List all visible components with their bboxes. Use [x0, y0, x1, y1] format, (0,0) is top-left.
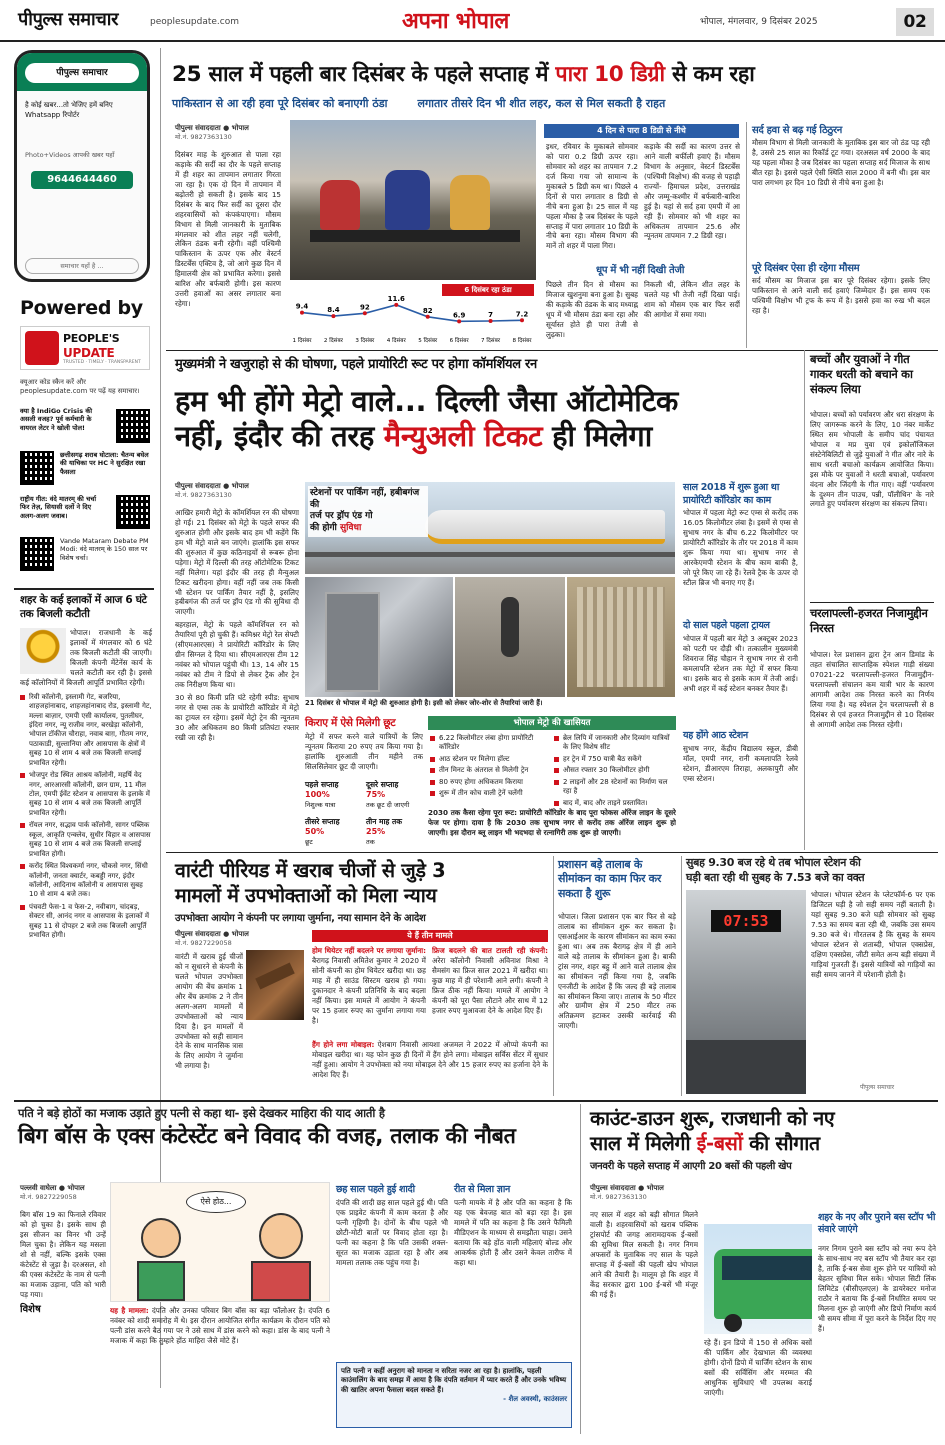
power-cut-headline: शहर के कई इलाकों में आज 6 घंटे तक बिजली कटौती	[20, 594, 147, 620]
power-item: करोंद स्थित विश्वकर्मा नगर, चौकसे नगर, सिंधी कॉलोनी, जनता क्वार्टर, कबड्डी नगर, इंदौर कॉलोनी, आदिनाथ कॉलोनी व आसपास सुबह 10 से शाम 4 बजे तक।	[20, 862, 152, 900]
lead-headline: 25 साल में पहली बार दिसंबर के पहले सप्ताह में पारा 10 डिग्री से कम रहा	[172, 62, 755, 87]
temperature-value-label: 9.4	[295, 302, 309, 311]
ebus-strap: जनवरी के पहले सप्ताह में आएगी 20 बसों की पहली खेप	[590, 1161, 792, 1172]
power-item: रॉयल नगर, सद्भाव पार्क कॉलोनी, सागर पब्लिक स्कूल, आकृति एन्क्लेव, सुधीर विहार व आसपास सुबह 10 से शाम 4 बजे तक बिजली सप्लाई प्रभावित होगी।	[20, 821, 152, 859]
ebus-body-b: रहे हैं। इन डिपो में 150 से अधिक बसों की पार्किंग और देखभाल की व्यवस्था होगी। दोनों डिपो में चार्जिंग स्टेशन के साथ बसों की सर्विसिंग और मरम्मत की आधुनिक सुविधाएं भी उपलब्ध कराई जाएंगी।	[704, 1338, 812, 1397]
lead-sun-body-b: निकली थी, लेकिन शीत लहर के चलते यह भी तेजी नहीं दिखा पाई। शाम को मौसम एक बार फिर सर्दी की आगोश में समा गया।	[644, 280, 740, 319]
subhead-sunlight: धूप में भी नहीं दिखी तेजी	[596, 265, 685, 276]
temperature-value-label: 7	[488, 311, 494, 319]
x-tick-label: 6 दिसंबर	[449, 338, 469, 344]
counselor-quote: पति पत्नी न कहीं अनुराग को मानता न सरिता नजर आ रहा है। हालांकि, पहली काउंसलिंग के बाद समझ में आया है कि दंपति वर्तमान में प्यार करते हैं और उनके भविष्य की खातिर अपना फैसला बदल सकते हैं। - शैल अवस्थी, काउंसलर	[336, 1362, 572, 1428]
metro-kicker: मुख्यमंत्री ने खजुराहो से की घोषणा, पहले प्रायोरिटी रूट पर होगा कॉमर्शियल रन	[175, 357, 537, 372]
consumer-byline: पीपुल्स संवाददाता ● भोपाल मो.नं. 9827229058	[175, 930, 249, 948]
train-head: चरलापल्ली-हजरत निजामुद्दीन निरस्त	[810, 606, 928, 635]
power-item: रिवी कॉलोनी, इस्लामी गेट, बजरिया, शाहजहांनाबाद, शाहजहांनाबाद रोड, इस्लामी गेट, मल्ला बाज़ार, एमपी एसी कार्यालय, पुतलीघर, इंदिरा नगर, न्यू राजीव नगर, बरखेड़ा कॉलोनी, भोपाल टॉकीज चौराहा, नवाब बाग़, गौतम नगर, पठाकाडी, सुल्तानिया और आसपास के क्षेत्रों में सुबह 10 से शाम 4 बजे तक बिजली सप्लाई प्रभावित रहेगी।	[20, 693, 152, 769]
side-head-chill: सर्द हवा से बढ़ गई ठिठुरन	[752, 125, 843, 136]
gavel-photo	[246, 950, 304, 1020]
bigboss-intro: बिग बॉस 19 का फिनाले रविवार को हो चुका है। इसके साथ ही इस सीजन का विनर भी उन्हें मिल चुका है। लेकिन यह मसला शो से नहीं, बल्कि इसके एक्स कंटेस्टेंट से जुड़ा है। दरअसल, शो की एक्स कंटेस्टेंट के नाम से पत्नी का मजाक उड़ाना, पति को भारी पड़ गया। विशेष	[20, 1210, 106, 1316]
side-body-chill: मौसम विभाग से मिली जानकारी के मुताबिक इस बार जो ठंड पड़ रही है, उससे 25 साल का रिकॉर्ड टूट गया। दरअसल वर्ष 2000 के बाद यह पहला मौका है जब दिसंबर का पहला सप्ताह सर्द मिजाज के साथ बीत रहा है। इससे पहले ऐसी स्थिति साल 2000 में बनी थी। इस बार पारा लगभग हर दिन 10 डिग्री से नीचे बना हुआ है।	[752, 138, 930, 187]
features-head: भोपाल मेट्रो की खासियत	[428, 716, 676, 730]
married-head: छह साल पहले हुई शादी	[336, 1184, 415, 1195]
phone-prompt: है कोई खबर...तो भेजिए हमें बनिए Whatsapp रिपोर्टर	[25, 101, 113, 119]
x-tick-label: 2 दिसंबर	[323, 338, 343, 344]
temperature-point	[426, 315, 430, 319]
x-tick-label: 4 दिसंबर	[386, 338, 406, 344]
bigboss-headline: बिग बॉस के एक्स कंटेस्टेंट बने विवाद की वजह, तलाक की नौबत	[18, 1124, 516, 1149]
metro-photo-caption: 21 दिसंबर से भोपाल में मेट्रो की शुरुआत होगी है। इसी को लेकर जोर-शोर से तैयारियां जारी हैं।	[305, 699, 543, 707]
metro-worker-photo	[455, 577, 565, 697]
bigboss-kicker: पति ने बड़े होठों का मजाक उड़ाते हुए पत्नी से कहा था- इसे देखकर माहिरा की याद आती है	[18, 1106, 385, 1120]
metro-station-photo	[567, 577, 675, 697]
whatsapp-number[interactable]: 9644644460	[31, 171, 133, 189]
temperature-value-label: 6.9	[452, 311, 466, 320]
fare-tier: दूसरे सप्ताह 75% तक छूट दी जाएगी	[366, 780, 410, 809]
side-body-december: सर्द मौसम का मिजाज इस बार पूरे दिसंबर रहेगा। इसके लिए पाकिस्तान से आने वाली सर्द हवाएं जिम्मेदार हैं। इस समय एक पश्चिमी विक्षोभ भी ट्रफ के रूप में है। इससे हवा का रुख भी बदल रहा है।	[752, 276, 930, 315]
temperature-value-label: 92	[359, 303, 370, 312]
temperature-point	[489, 319, 493, 323]
power-item: पंचवटी फेस-1 व फेस-2, नवीबाग, चांदबड़, सेक्टर सी, आनंद नगर व आसपास के इलाकों में सुबह 11 से दोपहर 2 बजे तक बिजली आपूर्ति प्रभावित होगी।	[20, 903, 152, 941]
ebus-headline: काउंट-डाउन शुरू, राजधानी को नए साल में मिलेगी ई-बसों की सौगात	[590, 1107, 835, 1156]
ebus-side-head: शहर के नए और पुराने बस स्टॉप भी संवारे जाएंगे	[818, 1212, 936, 1236]
dateline: भोपाल, मंगलवार, 9 दिसंबर 2025	[700, 17, 818, 27]
bigboss-case: यह है मामला: दंपति और उनका परिवार बिग बॉस का बड़ा फॉलोअर है। दंपति 6 नवंबर को शादी समारोह में थे। इस दौरान आयोजित संगीत कार्यक्रम के दौरान पति को पत्नी डांस करने बैठ गया पर ने उसे साथ में डांस करने को कहा। डांस के बाद पत्नी ने मजाक में कहा कि तुम्हारे होंठ माहिरा जैसे मोटे हैं।	[110, 1306, 330, 1345]
case-3: हैंग होने लगा मोबाइल: ऐशबाग निवासी आयशा अजमल ने 2022 में ओप्पो कंपनी का मोबाइल खरीदा था। यह फोन कुछ ही दिनों में हैंग होने लगा। मोबाइल सर्विस सेंटर में सुधार नहीं हुआ। आयोग ने उपभोक्ता को नया मोबाइल देने और 15 हजार रुपए का हर्जाना देने के आदेश दिए हैं।	[312, 1040, 548, 1079]
train-body: भोपाल। रेल प्रशासन द्वारा ट्रेन आन डिमांड के तहत संचालित साप्ताहिक स्पेशल गाड़ी संख्या 07021-22 चरलापल्ली-हजरत निजामुद्दीन-चरलापल्ली संचालन कम यात्री भार के कारण आगामी आदेश तक निरस्त करने का निर्णय लिया गया है। यह स्पेशल ट्रेन चरलापल्ली से 8 दिसंबर से एवं हजरत निजामुद्दीन से 10 दिसंबर से आगामी आदेश तक निरस्त रहेगी।	[810, 650, 934, 729]
consumer-headline: वारंटी पीरियड में खराब चीजों से जुड़े 3 मामलों में उपभोक्ताओं को मिला न्याय	[175, 859, 446, 908]
page-header	[0, 0, 945, 42]
temperature-point	[300, 311, 304, 315]
power-cut-story: भोपाल। राजधानी के कई इलाकों में मंगलवार को 6 घंटे तक बिजली कटौती की जाएगी। बिजली कंपनी मेंटेनेंस कार्य के चलते कटौती कर रही है। इससे कई कॉलोनियों में बिजली आपूर्ति प्रभावित रहेगी। रिवी कॉलोनी, इस्लामी गेट, बजरिया, शाहजहांनाबाद, शाहजहांनाबाद रोड, इस्लामी गेट, मल्ला बाज़ार, एमपी एसी कार्यालय, पुतलीघर, इंदिरा नगर, न्यू राजीव नगर, बरखेड़ा कॉलोनी, भोपाल टॉकीज चौराहा, नवाब बाग़, गौतम नगर, पठाकाडी, सुल्तानिया और आसपास के क्षेत्रों में सुबह 10 से शाम 4 बजे तक बिजली सप्लाई प्रभावित रहेगी। भोजपुर रोड स्थित आश्रय कॉलोनी, महर्षि वेद नगर, आरआरसी कॉलोनी, छान ग्राम, 11 मील टोल, एमपी ईवेंट स्टेशन व आसपास के इलाके में सुबह 10 से शाम 4 बजे तक बिजली आपूर्ति प्रभावित रहेगी। रॉयल नगर, सद्भाव पार्क कॉलोनी, सागर पब्लिक स्कूल, आकृति एन्क्लेव, सुधीर विहार व आसपास सुबह 10 से शाम 4 बजे तक बिजली सप्लाई प्रभावित होगी। करोंद स्थित विश्वकर्मा नगर, चौकसे नगर, सिंधी कॉलोनी, जनता क्वार्टर, कबड्डी नगर, इंदौर कॉलोनी, आदिनाथ कॉलोनी व आसपास सुबह 10 से शाम 4 बजे तक। पंचवटी फेस-1 व फेस-2, नवीबाग, चांदबड़, सेक्टर सी, आनंद नगर व आसपास के इलाकों में सुबह 11 से दोपहर 2 बजे तक बिजली आपूर्ति प्रभावित होगी।	[20, 628, 152, 940]
metro-photo-overlay: स्टेशनों पर पार्किंग नहीं, हबीबगंज की तर्ज पर ड्रॉप एंड गो की होगी सुविधा	[308, 486, 428, 537]
consumer-strap: उपभोक्ता आयोग ने कंपनी पर लगाया जुर्माना, नया सामान देने के आदेश	[175, 913, 426, 924]
fare-head: किराए में ऐसे मिलेगी छूट	[305, 717, 396, 729]
stations-body: सुभाष नगर, केंद्रीय विद्यालय स्कूल, डीबी मॉल, एमपी नगर, रानी कमलापति रेलवे स्टेशन, डीआरएम तिराहा, अलकापुरी और एम्स स्टेशन।	[683, 744, 798, 783]
fare-body: मेट्रो में सफर करने वाले यात्रियों के लिए न्यूनतम किराया 20 रुपए तय किया गया है। हालांकि शुरुआती तीन महीने तक सिलसिलेवार छूट दी जाएगी।	[305, 732, 423, 771]
features-foot: 2030 तक कैसा रहेगा पूरा रूट: प्रायोरिटी कॉरिडोर के बाद पूरा फोकस ऑरेंज लाइन के दूसरे फेज पर होगा। दावा है कि 2030 तक सुभाष नगर से करोंद तक ऑरेंज लाइन शुरू हो जाएगी। इस दौरान ब्लू लाइन भी भदभदा से रत्नागिरी तक शुरू हो जाएगी।	[428, 808, 676, 837]
website[interactable]: peoplesupdate.com	[150, 17, 239, 27]
scan-instruction: क्यूआर कोड स्कैन करें और peoplesupdate.com पर पढ़ें यह समाचार।	[20, 378, 140, 395]
fare-tiers	[305, 780, 425, 852]
metro-side-head2: दो साल पहले पहला ट्रायल	[683, 620, 770, 631]
youth-body: भोपाल। बच्चों को पर्यावरण और धरा संरक्षण के लिए जागरूक करने के लिए, 10 नंबर मार्केट स्थित सम भोपाली के समीप चांद पंचायत भोपाल व मप्र युवा एवं इकोलॉजिकल संस्टेनेबिलिटी से जुड़े युवाओं ने गीत और नारे के साथ धरती बचाओ कार्यक्रम आयोजित किया। इस मौके पर युवाओं ने धरती बचाओ, पर्यावरण वंदना और जिंदगी के गीत गाए। वहीं 'पर्यावरण के दुश्मन तीन पाउच, पन्नी, पॉलीथिन' के नारे लगाते हुए पर्यावरण संरक्षण का संकल्प लिया।	[810, 410, 934, 509]
temperature-point	[457, 319, 461, 323]
phone-input-bar: समाचार यहाँ है ...	[25, 258, 139, 274]
page-number: 02	[896, 8, 934, 36]
bigboss-byline: पल्लवी वाघेला ● भोपाल मो.नं. 9827229058	[20, 1184, 85, 1202]
powered-by: Powered by	[20, 297, 143, 319]
subhead-4days: 4 दिन से पारा 8 डिग्री से नीचे	[544, 124, 739, 138]
lead-4days-body-b: कड़ाके की सर्दी का कारण उत्तर से आने वाली बर्फीली हवाएं हैं। मौसम विभाग के अनुसार, वेस्टर्न डिस्टर्बेंस (पश्चिमी विक्षोभ) की वजह से पहाड़ी राज्यों- हिमाचल प्रदेश, उत्तराखंड और जम्मू-कश्मीर में बर्फबारी-बारिश हुई है। यहां से सर्द हवा एमपी में आ रही हैं। सोमवार को भी शहर का अधिकतम तापमान 25.6 और न्यूनतम तापमान 7.2 डिग्री रहा।	[644, 142, 740, 241]
features-left: 6.22 किलोमीटर लंबा होगा प्रायोरिटी कॉरिडोर आठ स्टेशन पर मिलेगा हॉल्ट तीन मिनट के अंतराल से मिलेगी ट्रेन 80 रुपए होगा अधिकतम किराया शुरू में तीन कोच वाली ट्रेनें चलेंगी	[430, 734, 548, 799]
ebus-byline: पीपुल्स संवाददाता ● भोपाल मो.नं. 9827363130	[590, 1184, 664, 1202]
metro-body: आखिर हमारी मेट्रो के कॉमर्शियल रन की घोषणा हो गई। 21 दिसंबर को मेट्रो के पहले सफर की शुरुआत होगी और इसके बाद हम भी कहेंगे कि हम भी मेट्रो वाले बन जाएंगे। हालांकि इस सफर की शुरुआत में कुछ कठिनाइयों से रूबरू होना पड़ेगा। मेट्रो में दिल्ली की तरह ऑटोमेटिक टिकट नहीं मिलेगा। यहां इंदौर की तरह ही मैन्युअल टिकट खरीदना होगा। वहीं नहीं जब तक किसी भी स्टेशन पर पार्किंग तैयार नहीं है, इसलिए हबीबगंज की तर्ज पर ड्रॉप एंड गो की सुविधा दी जाएगी। बहरहाल, मेट्रो के पहले कॉमर्शियल रन को तैयारियां पूरी हो चुकी हैं। कमिश्नर मेट्रो रेल सेफ्टी (सीएमआरएस) ने प्रायोरिटी कॉरिडोर के लिए ग्रीन सिग्नल दे दिया था। सीएमआरएस टीम 12 नवंबर को भोपाल पहुंची थी। 13, 14 और 15 नवंबर को टीम ने डिपो से लेकर ट्रैक और ट्रेन तक निरीक्षण किया था। 30 से 80 किमी प्रति घंटे रहेगी स्पीड: सुभाष नगर से एम्स तक के प्रायोरिटी कॉरिडोर में मेट्रो का ट्रायल रन रहेगा। इसमें मेट्रो ट्रेन की न्यूनतम 30 और अधिकतम 80 किमी प्रतिघंटा रफ्तार रखी जा रही है।	[175, 508, 299, 742]
phone-tip: Photo+Videos आपकी खबर यहाँ	[25, 151, 115, 159]
phone-brand: पीपुल्स समाचार	[25, 63, 139, 83]
temperature-point	[394, 303, 398, 307]
lake-body: भोपाल। जिला प्रशासन एक बार फिर से बड़े तालाब का सीमांकन शुरू कर सकता है। एसआईआर के कारण सीमांकन का काम रुका हुआ था। अब तक बैरागढ़ क्षेत्र में ही आने वाले बड़े तालाब के सीमांकन हुआ है। बाकी ट्रांस नगर, शहर बहु में आने वाले तालाब क्षेत्र का सीमांकन नहीं किया गया है, जबकि एनजीटी के आदेश हैं कि जल्द ही बड़े तालाब का सीमांकन किया जाए। तालाब के 50 मीटर और ग्रामीण क्षेत्र में 250 मीटर तक अतिक्रमण हटाकर उसकी कार्रवाई की जाएगी।	[558, 912, 676, 1031]
peoples-update-logo: PEOPLE'S UPDATE TRUSTED · TIMELY · TRANSPARENT	[20, 326, 150, 370]
x-tick-label: 7 दिसंबर	[481, 338, 501, 344]
metro-headline: हम भी होंगे मेट्रो वाले... दिल्ली जैसा ऑटोमेटिक नहीं, इंदौर की तरह मैन्युअली टिकट ही मिलेगा	[175, 384, 678, 453]
fare-tier: तीन माह तक 25% तक	[366, 817, 403, 846]
temperature-value-label: 7.2	[515, 310, 529, 319]
temperature-value-label: 82	[422, 306, 433, 315]
lake-headline: प्रशासन बड़े तालाब के सीमांकन का काम फिर कर सकता है शुरू	[558, 858, 662, 900]
consumer-body: वारंटी में खराब हुई चीजों को न सुधारने से कंपनी के चलते भोपाल उपभोक्ता आयोग की बेंच क्रमांक 1 और बेंच क्रमांक 2 ने तीन अलग-अलग मामलों में उपभोक्ताओं को न्याय दिया है। इन मामलों में उपभोक्ता को सही सामान देने के साथ मानसिक त्रास के लिए आयोग ने जुर्माना भी लगाया है।	[175, 952, 243, 1071]
qr-list: क्या है IndiGo Crisis की असली वजह? पूर्व कर्मचारी के वायरल लेटर ने खोली पोल! छत्तीसगढ़ शराब घोटाला: चैतन्य बघेल की याचिका पर HC ने सुरक्षित रखा फैसला राष्ट्रीय गीत: वंदे मातरम् की चर्चा फिर तेज़, सियासी दलों ने दिए अलग-अलग जवाब। Vande Mataram Debate PM Modi: वंदे मातरम् के 150 साल पर विशेष चर्चा।	[20, 407, 152, 583]
lead-byline: पीपुल्स संवाददाता ● भोपाल मो.नं. 9827363130	[175, 124, 249, 142]
traffic-photo	[290, 120, 536, 280]
side-head-december: पूरे दिसंबर ऐसा ही रहेगा मौसम	[752, 263, 860, 274]
metro-side-body2: भोपाल में पहली बार मेट्रो 3 अक्टूबर 2023 को पटरी पर दौड़ी थी। तत्कालीन मुख्यमंत्री शिवराज सिंह चौहान ने सुभाष नगर से रानी कमलापति स्टेशन तक मेट्रो में सफर किया था। इसके बाद से इसके काम में तेजी आई। अभी शहर में कई स्टेशन बनकर तैयार हैं।	[683, 634, 798, 693]
bigboss-cartoon	[110, 1182, 330, 1302]
qr-code-1[interactable]	[116, 409, 150, 443]
stations-head: यह होंगे आठ स्टेशन	[683, 730, 748, 741]
temperature-chart	[290, 284, 534, 346]
masthead: पीपुल्स समाचार	[18, 9, 119, 30]
lead-4days-body: इधर, रविवार के मुकाबले सोमवार को पारा 0.2 डिग्री ऊपर रहा। सोमवार को शहर का तापमान 7.2 दर्ज किया गया जो सामान्य के मुकाबले 5 डिग्री कम था। पिछले 4 दिनों से पारा लगातार 8 डिग्री से नीचे बना हुआ है। 25 साल में यह पहला मौका है जब दिसंबर के पहले सप्ताह में पारा लगातार 10 डिग्री के नीचे बना रहा। मौसम विभाग की मानें तो शहर में पाला गिरा।	[546, 142, 638, 250]
metro-byline: पीपुल्स संवाददाता ● भोपाल मो.नं. 9827363130	[175, 482, 249, 500]
lead-body: दिसंबर माह के शुरुआत से पाला रहा कड़ाके की सर्दी का दौर के पहले सप्ताह में ही शहर का तापमान लगातार गिरता जा रहा है। एक दो दिन में तापमान में बढ़ोतरी हो सकती है। इसके बाद 15 दिसंबर के बाद फिर सर्दी का दूसरा दौर शहरवासियों को कंपकंपाएगा। मौसम विभाग से मिली जानकारी के मुताबिक मंगलवार को शीत लहर नहीं चलेगी, लेकिन ठंडक बनी रहेगी। वहीं पश्चिमी पाकिस्तान के ऊपर एक और वेस्टर्न डिस्टर्बेंस एक्टिव है, जो आगे कुछ दिन में हिमालयी क्षेत्र को प्रभावित करेगा। इससे बारिश और बर्फबारी होगी। इस कारण उत्तरी हवाओं का असर लगातार बना रहेगा।	[175, 150, 281, 309]
metro-side-head1: साल 2018 में शुरू हुआ था प्रायोरिटी कॉरिडोर का काम	[683, 482, 780, 506]
qr-code-3[interactable]	[116, 495, 150, 529]
qr-code-4[interactable]	[20, 537, 54, 571]
x-tick-label: 8 दिसंबर	[512, 338, 532, 344]
platform-photo	[686, 890, 806, 1094]
power-item: भोजपुर रोड स्थित आश्रय कॉलोनी, महर्षि वेद नगर, आरआरसी कॉलोनी, छान ग्राम, 11 मील टोल, एमपी ईवेंट स्टेशन व आसपास के इलाके में सुबह 10 से शाम 4 बजे तक बिजली आपूर्ति प्रभावित रहेगी।	[20, 771, 152, 818]
special-label: विशेष	[20, 1304, 41, 1316]
clock-headline: सुबह 9.30 बज रहे थे तब भोपाल स्टेशन की घड़ी बता रही थी सुबह के 7.53 बजे का वक्त	[686, 856, 865, 884]
temperature-point	[331, 314, 335, 318]
photo-credit: पीपुल्स समाचार	[860, 1084, 895, 1091]
features-right: ब्रेल लिपि में जानकारी और दिव्यांग यात्रियों के लिए विशेष सीट हर ट्रेन में 750 यात्री बैठ सकेंगे औसत रफ्तार 30 किलोमीटर होगी 2 लाइनों और 28 स्टेशनों का निर्माण चल रहा है बाद में, बाद और ताइने प्रस्तावित।	[554, 734, 676, 808]
whatsapp-phone-ad	[14, 50, 150, 282]
youth-head: बच्चों और युवाओं ने गीत गाकर धरती को बचाने का संकल्प लिया	[810, 352, 913, 396]
fare-tier: पहले सप्ताह 100% निशुल्क यात्रा	[305, 780, 339, 809]
temperature-point	[520, 318, 524, 322]
custom-body: पत्नी मायके में है और पति का कहना है कि यह एक बेवजह बात को बड़ा रहा है। इस मामले में पति का कहना है कि उसने फैमिली मीडिएशन के माध्यम से समझौता चाहा। उसने बताया कि बड़े होंठ वाली महिलाएं बोल्ड और आकर्षक होती हैं और उसने केवल तारीफ में कहा था।	[454, 1198, 572, 1267]
station-clock: 07:53	[711, 910, 781, 932]
fare-tier: तीसरे सप्ताह 50% छूट	[305, 817, 340, 846]
ebus-body: नए साल में शहर को बड़ी सौगात मिलने वाली है। शहरवासियों को खराब पब्लिक ट्रांसपोर्ट की जगह आरामदायक ई-बसों की सुविधा मिल सकती है। नगर निगम अफसरों के मुताबिक नए साल के पहले सप्ताह में ई-बसों की पहली खेप भोपाल आने की तैयारी है। मालूम हो कि शहर में केंद्र सरकार द्वारा 100 ई-बसें भी मंजूर की गई हैं।	[590, 1210, 698, 1299]
case-2: फ्रिज बदलने की बात टालती रही कंपनी: अरेरा कॉलोनी निवासी अविनाश मिश्रा ने सैमसंग का फ्रिज साल 2021 में खरीदा था। कुछ माह में ही परेशानी आने लगी। कंपनी ने फ्रिज ठीक नहीं किया। मामले में आयोग ने कंपनी को पूरा पैसा लौटाने और साथ में 12 हजार रुपए मुआवजा देने के आदेश दिए हैं।	[432, 946, 548, 1015]
x-tick-label: 3 दिसंबर	[355, 338, 375, 344]
bulb-icon	[20, 628, 66, 674]
case-1: होम थियेटर नहीं बदलने पर लगाया जुर्माना: बैरागढ़ निवासी अमितेश कुमार ने 2020 में सोनी कंपनी का होम थियेटर खरीदा था। छह माह में ही साउंड सिस्टम खराब हो गया। दुकानदार ने कंपनी प्रतिनिधि के बाद बदला नहीं किया। इस मामले में आयोग ने कंपनी पर 15 हजार रुपए का जुर्माना लगाया गया है।	[312, 946, 426, 1025]
temperature-point	[363, 311, 367, 315]
ebus-side-body: नगर निगम पुराने बस स्टॉप को नया रूप देने के साथ-साथ नए बस स्टॉप भी तैयार कर रहा है, ताकि ई-बस सेवा शुरू होने पर यात्रियों को बेहतर सुविधा मिल सके। भोपाल सिटी लिंक लिमिटेड (बीसीएलएल) के डायरेक्टर मनोज राठौर ने बताया कि ई-बसें निर्धारित समय पर मिलना शुरू हो जाएंगी और डिपो निर्माण कार्य भी समय सीमा में पूरा करने के निर्देश दिए गए हैं।	[818, 1244, 936, 1333]
chart-svg	[290, 284, 534, 346]
metro-side-body1: भोपाल में पहला मेट्रो रूट एम्स से करोंद तक 16.05 किलोमीटर लंबा है। इसमें से एम्स से सुभाष नगर के बीच 6.22 किलोमीटर पर प्रायोरिटी कॉरिडोर के तौर पर 2018 में काम शुरू किया गया था। सुभाष नगर से आरकेएमपी स्टेशन के बीच काम बाकी है, जो पूरे किए जा रहे हैं। रेलवे ट्रैक के ऊपर दो स्टील ब्रिज भी बनाए गए हैं।	[683, 508, 798, 587]
qr-code-2[interactable]	[20, 451, 54, 485]
lead-straps: पाकिस्तान से आ रही हवा पूरे दिसंबर को बनाएगी ठंडा लगातार तीसरे दिन भी शीत लहर, कल से मिल सकती है राहत	[172, 97, 666, 110]
x-tick-label: 1 दिसंबर	[292, 338, 312, 344]
metro-lift-photo	[305, 577, 453, 697]
temperature-value-label: 11.6	[387, 294, 405, 303]
ebus-photo	[704, 1224, 812, 1334]
section-title: अपना भोपाल	[402, 9, 510, 34]
custom-head: रीत से मिला ज्ञान	[454, 1184, 510, 1195]
chart-title: 6 दिसंबर रहा ठंडा	[442, 284, 534, 296]
lead-sun-body: पिछले तीन दिन से मौसम का मिजाज खुशनुमा बना हुआ है। सुबह की कड़ाके की ठंडक के बाद मध्याह्न धूप में भी मौसम ठंडा बना रहा और सूर्यास्त होते ही पारा तेजी से लुढ़का।	[546, 280, 638, 339]
temperature-value-label: 8.4	[327, 306, 340, 315]
x-tick-label: 5 दिसंबर	[418, 338, 438, 344]
speech-bubble: ऐसे होठ...	[186, 1191, 246, 1213]
married-body: दंपति की शादी छह साल पहले हुई थी। पति एक प्राइवेट कंपनी में काम करता है और पत्नी गृहिणी है। दोनों के बीच पहले भी छोटी-मोटी बातों पर विवाद होता रहा है। पत्नी का कहना है कि पति उसकी शक्ल-सूरत का मजाक उड़ाता रहा है और अब मामला तलाक तक पहुंच गया है।	[336, 1198, 448, 1267]
clock-body: भोपाल। भोपाल स्टेशन के प्लेटफॉर्म-6 पर एक डिजिटल घड़ी है जो सही समय नहीं बताती है। यहां सुबह 9.30 बजे घड़ी सोमवार को सुबह 7.53 का समय बता रही थी, जबकि उस समय 9.30 बजे थे। गौरतलब है कि सुबह के समय भोपाल स्टेशन से शताब्दी, भोपाल एक्सप्रेस, दक्षिण एक्सप्रेस, जीटी समेत अन्य बड़ी संख्या में गाड़ियां गुजरती हैं। इससे यात्रियों को गाड़ियों का सही समय जानने में परेशानी होती है।	[811, 890, 935, 979]
cases-head: ये हैं तीन मामले	[312, 930, 548, 942]
